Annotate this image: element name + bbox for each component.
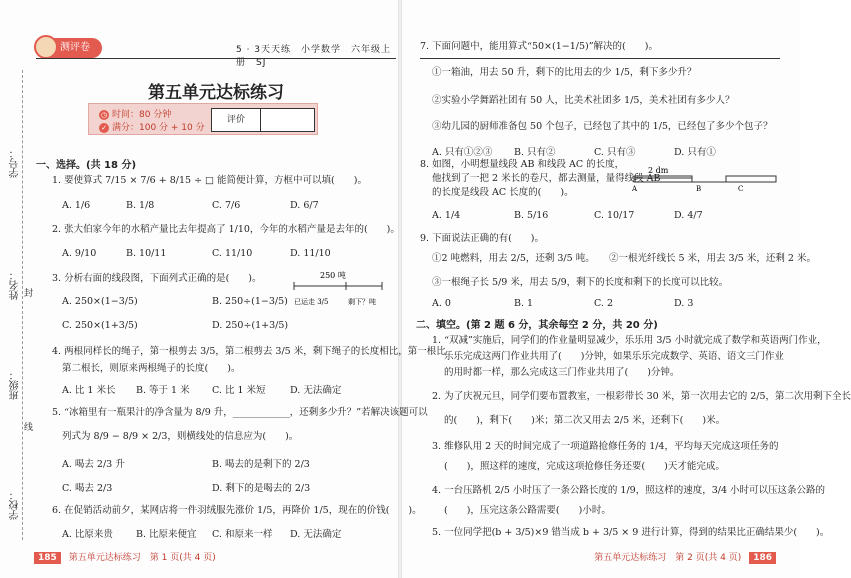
fill-question-1: 1. “双减”实施后，同学们的作业量明显减少，乐乐用 3/5 小时就完成了数学和英语两门作业，	[432, 335, 827, 346]
q1-option-a[interactable]: A. 1/6	[62, 200, 91, 211]
fill-question-4: 4. 一台压路机 2/5 小时压了一条公路长度的 1/9，照这样的速度，3/4 小时可以压这条公路的	[432, 485, 826, 496]
q4-option-b[interactable]: B. 等于 1 米	[136, 385, 190, 396]
q3-used-label: 已运走 3/5	[294, 298, 329, 306]
fill-question-1-cont: 乐乐完成这两门作业共用了( )分钟，如果乐乐完成数学、英语、语文三门作业	[444, 351, 784, 362]
q6-option-b[interactable]: B. 比原来便宜	[136, 529, 197, 540]
fill-question-5: 5. 一位同学把(b + 3/5)×9 错当成 b + 3/5 × 9 进行计算，得到的结果比正确结果少( )。	[432, 527, 830, 538]
q9-statement-1: ①2 吨燃料，用去 2/5，还剩 3/5 吨。 ②一根光纤线长 5 米，用去 3/5 米，还剩 2 米。	[432, 253, 816, 264]
student-id-label: 学号：	[10, 148, 21, 178]
question-8-cont2: 的长度是线段 AC 长度的( )。	[432, 187, 574, 198]
q1-option-d[interactable]: D. 6/7	[290, 200, 319, 211]
q9-option-c[interactable]: C. 2	[594, 298, 614, 309]
left-footer	[34, 550, 216, 564]
badge-label: 测评卷	[60, 42, 90, 53]
q7-statement-2: ②实验小学舞蹈社团有 50 人，比美术社团多 1/5，美术社团有多少人？	[432, 95, 735, 106]
q2-option-d[interactable]: D. 11/10	[290, 248, 331, 259]
class-label: 班级：	[10, 370, 21, 400]
q4-option-a[interactable]: A. 比 1 米长	[62, 385, 116, 396]
section-2-heading: 二、填空。(第 2 题 6 分，其余每空 2 分，共 20 分)	[416, 320, 658, 331]
question-2: 2. 张大伯家今年的水稻产量比去年提高了 1/10，今年的水稻产量是去年的( )。	[52, 224, 400, 235]
question-5: 5. “冰箱里有一瓶果汁的净含量为 8/9 升，____________，还剩多少升？”若解决该题可以	[52, 407, 428, 418]
right-header-rule	[420, 58, 780, 59]
q5-option-d[interactable]: D. 剩下的是喝去的 2/3	[212, 483, 311, 494]
q1-option-b[interactable]: B. 1/8	[126, 200, 155, 211]
q6-option-a[interactable]: A. 比原来贵	[62, 529, 113, 540]
q3-option-d[interactable]: D. 250÷(1+3/5)	[212, 320, 289, 331]
q8-option-d[interactable]: D. 4/7	[674, 210, 703, 221]
header-rule	[36, 58, 396, 59]
question-3: 3. 分析右面的线段图，下面列式正确的是( )。	[52, 273, 262, 284]
q5-option-a[interactable]: A. 喝去 2/3 升	[62, 459, 125, 470]
q7-option-a[interactable]: A. 只有①②③	[432, 147, 493, 158]
q8-length-label: 2 dm	[648, 166, 669, 175]
question-7: 7. 下面问题中，能用算式“50×(1−1/5)”解决的( )。	[420, 41, 658, 52]
q7-statement-1: ①一箱油，用去 50 升，剩下的比用去的少 1/5，剩下多少升？	[432, 67, 697, 78]
section-1-heading: 一、选择。(共 18 分)	[36, 160, 137, 171]
left-footer-text: 第五单元达标练习 第 1 页(共 4 页)	[68, 553, 216, 563]
clock-icon: ◷	[100, 111, 108, 119]
question-8-cont: 他找到了一把 2 米长的卷尺，都去测量，量得线段 AB	[432, 173, 661, 184]
right-footer-text: 第五单元达标练习 第 2 页(共 4 页)	[594, 553, 742, 563]
question-4: 4. 两根同样长的绳子，第一根剪去 3/5，第二根剪去 3/5 米，剩下绳子的长度相比，第一根比	[52, 346, 446, 357]
q2-option-b[interactable]: B. 10/11	[126, 248, 167, 259]
fill-question-3-cont: ( )，照这样的速度，完成这项抢修任务还要( )天才能完成。	[444, 461, 725, 472]
q8-point-c: C	[738, 185, 744, 193]
q3-option-b[interactable]: B. 250÷(1−3/5)	[212, 296, 288, 307]
test-badge	[36, 38, 102, 58]
page-title: 第五单元达标练习	[148, 83, 284, 103]
score-table-label: 评价	[212, 109, 261, 131]
q1-option-c[interactable]: C. 7/6	[212, 200, 241, 211]
right-page-number: 186	[749, 552, 776, 564]
series-title: 5 · 3天天练 小学数学 六年级上册 SJ	[236, 45, 392, 68]
q7-option-b[interactable]: B. 只有②	[514, 147, 556, 158]
check-icon: ✓	[99, 123, 109, 133]
q6-option-c[interactable]: C. 和原来一样	[212, 529, 273, 540]
time-line	[99, 107, 171, 120]
q7-option-d[interactable]: D. 只有①	[674, 147, 716, 158]
q8-option-a[interactable]: A. 1/4	[432, 210, 461, 221]
question-5-cont: 列式为 8/9 − 8/9 × 2/3，则横线处的信息应为( )。	[62, 431, 299, 442]
q8-line-diagram	[630, 164, 780, 192]
q6-option-d[interactable]: D. 无法确定	[290, 529, 342, 540]
question-8: 8. 如图，小明想量线段 AB 和线段 AC 的长度，	[420, 159, 625, 170]
fill-question-2: 2. 为了庆祝元旦，同学们要布置教室，一根彩带长 30 米，第一次用去它的 2/5，第二次用剩下全长	[432, 391, 851, 402]
q3-option-c[interactable]: C. 250×(1+3/5)	[62, 320, 138, 331]
name-label: 姓名：	[10, 270, 21, 300]
q5-option-b[interactable]: B. 喝去的是剩下的 2/3	[212, 459, 310, 470]
q8-option-c[interactable]: C. 10/17	[594, 210, 635, 221]
q7-option-c[interactable]: C. 只有③	[594, 147, 636, 158]
score-line	[99, 120, 205, 133]
question-6: 6. 在促销活动前夕，某网店将一件羽绒服先涨价 1/5，再降价 1/5，现在的价钱( )。	[52, 505, 422, 516]
q3-segment-diagram	[290, 268, 386, 312]
q8-option-b[interactable]: B. 5/16	[514, 210, 549, 221]
line-mark: 线	[24, 423, 34, 433]
seal-mark: 封	[24, 289, 34, 299]
q2-option-a[interactable]: A. 9/10	[62, 248, 97, 259]
mascot-icon	[34, 35, 58, 59]
q9-option-b[interactable]: B. 1	[514, 298, 534, 309]
q9-statement-2: ③一根绳子长 5/9 米，用去 5/9，剩下的长度和剩下的长度可以比较。	[432, 277, 729, 288]
fill-question-1-cont2: 的用时都一样，那么完成这三门作业共用了( )分钟。	[444, 367, 680, 378]
fill-question-4-cont: ( )，压完这条公路需要( )小时。	[444, 505, 611, 516]
fill-question-3: 3. 维修队用 2 天的时间完成了一项道路抢修任务的 1/4，平均每天完成这项任务的	[432, 441, 779, 452]
q8-point-a: A	[632, 185, 638, 193]
exam-info-box	[88, 103, 318, 135]
score-text: 满分：100 分 + 10 分	[112, 123, 205, 133]
score-table	[211, 108, 315, 132]
time-text: 时间：80 分钟	[112, 110, 172, 120]
student-info-strip	[0, 70, 34, 540]
q7-statement-3: ③幼儿园的厨师准备包 50 个包子，已经包了其中的 1/5，已经包了多少个包子？	[432, 121, 773, 132]
school-label: 学校：	[10, 490, 21, 520]
question-4-cont: 第二根长，则原来两根绳子的长度( )。	[62, 363, 241, 374]
left-page-number: 185	[34, 552, 61, 564]
right-footer	[594, 550, 776, 564]
q9-option-d[interactable]: D. 3	[674, 298, 694, 309]
question-9: 9. 下面说法正确的有( )。	[420, 233, 544, 244]
q4-option-c[interactable]: C. 比 1 米短	[212, 385, 266, 396]
q3-total-label: 250 吨	[320, 271, 346, 280]
q4-option-d[interactable]: D. 无法确定	[290, 385, 342, 396]
q9-option-a[interactable]: A. 0	[432, 298, 451, 309]
q8-point-b: B	[696, 185, 702, 193]
book-spine	[398, 0, 402, 578]
fill-question-2-cont: 的( )，剩下( )米；第二次又用去 2/5 米，还剩下( )米。	[444, 415, 726, 426]
q5-option-c[interactable]: C. 喝去 2/3	[62, 483, 113, 494]
q3-rest-label: 剩下？吨	[348, 298, 376, 306]
q2-option-c[interactable]: C. 11/10	[212, 248, 253, 259]
q3-option-a[interactable]: A. 250×(1−3/5)	[62, 296, 138, 307]
question-1: 1. 要使算式 7/15 × 7/6 + 8/15 ÷ □ 能简便计算，方框中可以填( )。	[52, 175, 367, 186]
left-header	[36, 38, 396, 68]
